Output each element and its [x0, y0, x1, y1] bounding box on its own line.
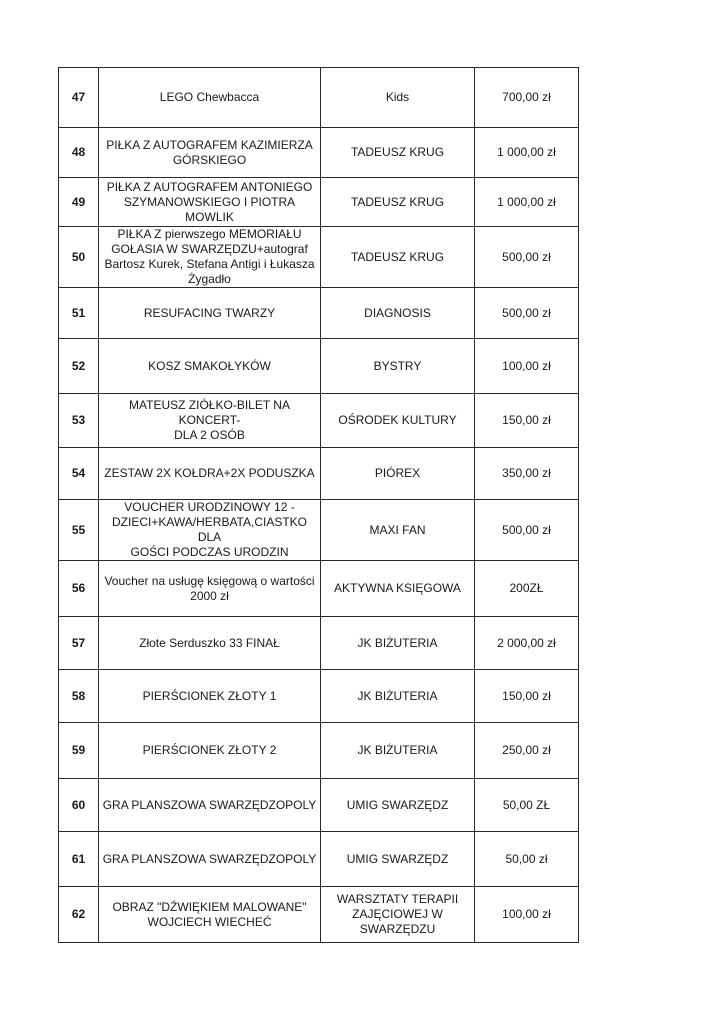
- table-row: [59, 128, 579, 178]
- table-row: [59, 227, 579, 288]
- cell-item: Złote Serduszko 33 FINAŁ: [99, 617, 321, 670]
- cell-value: 200ZŁ: [475, 561, 579, 617]
- cell-num: 48: [59, 128, 99, 178]
- cell-donor: PIÓREX: [321, 448, 475, 500]
- cell-item: LEGO Chewbacca: [99, 68, 321, 128]
- cell-num: 51: [59, 288, 99, 339]
- cell-donor: MAXI FAN: [321, 500, 475, 561]
- cell-num: 56: [59, 561, 99, 617]
- cell-value: 700,00 zł: [475, 68, 579, 128]
- table-row: [59, 617, 579, 670]
- cell-value: 500,00 zł: [475, 288, 579, 339]
- cell-value: 1 000,00 zł: [475, 178, 579, 227]
- cell-value: 50,00 ZŁ: [475, 779, 579, 832]
- cell-num: 60: [59, 779, 99, 832]
- cell-item: PIŁKA Z pierwszego MEMORIAŁU GOŁASIA W SWARZĘDZU+autograf Bartosz Kurek, Stefana Antigi i Łukasza Żygadło: [99, 227, 321, 288]
- cell-item: PIŁKA Z AUTOGRAFEM KAZIMIERZA GÓRSKIEGO: [99, 128, 321, 178]
- cell-donor: UMIG SWARZĘDZ: [321, 779, 475, 832]
- cell-item: VOUCHER URODZINOWY 12 - DZIECI+KAWA/HERBATA,CIASTKO DLA GOŚCI PODCZAS URODZIN: [99, 500, 321, 561]
- cell-donor: JK BIŻUTERIA: [321, 670, 475, 723]
- cell-num: 57: [59, 617, 99, 670]
- table-row: [59, 832, 579, 887]
- table-row: [59, 779, 579, 832]
- cell-item: GRA PLANSZOWA SWARZĘDZOPOLY: [99, 779, 321, 832]
- table-row: [59, 670, 579, 723]
- cell-item: Voucher na usługę księgową o wartości 2000 zł: [99, 561, 321, 617]
- cell-num: 49: [59, 178, 99, 227]
- cell-num: 62: [59, 887, 99, 943]
- cell-value: 250,00 zł: [475, 723, 579, 779]
- cell-value: 500,00 zł: [475, 500, 579, 561]
- cell-value: 100,00 zł: [475, 339, 579, 394]
- cell-num: 54: [59, 448, 99, 500]
- cell-item: RESUFACING TWARZY: [99, 288, 321, 339]
- cell-donor: UMIG SWARZĘDZ: [321, 832, 475, 887]
- cell-num: 55: [59, 500, 99, 561]
- cell-donor: WARSZTATY TERAPII ZAJĘCIOWEJ W SWARZĘDZU: [321, 887, 475, 943]
- cell-donor: AKTYWNA KSIĘGOWA: [321, 561, 475, 617]
- cell-donor: BYSTRY: [321, 339, 475, 394]
- table-row: [59, 887, 579, 943]
- cell-item: ZESTAW 2X KOŁDRA+2X PODUSZKA: [99, 448, 321, 500]
- cell-num: 59: [59, 723, 99, 779]
- cell-value: 150,00 zł: [475, 670, 579, 723]
- cell-value: 1 000,00 zł: [475, 128, 579, 178]
- cell-donor: OŚRODEK KULTURY: [321, 394, 475, 448]
- cell-num: 50: [59, 227, 99, 288]
- cell-num: 52: [59, 339, 99, 394]
- table-row: [59, 561, 579, 617]
- table-row: [59, 500, 579, 561]
- cell-donor: JK BIŻUTERIA: [321, 617, 475, 670]
- cell-num: 47: [59, 68, 99, 128]
- cell-donor: TADEUSZ KRUG: [321, 128, 475, 178]
- cell-item: OBRAZ "DŹWIĘKIEM MALOWANE" WOJCIECH WIECHEĆ: [99, 887, 321, 943]
- cell-item: PIŁKA Z AUTOGRAFEM ANTONIEGO SZYMANOWSKIEGO I PIOTRA MOWLIK: [99, 178, 321, 227]
- cell-value: 100,00 zł: [475, 887, 579, 943]
- cell-item: PIERŚCIONEK ZŁOTY 2: [99, 723, 321, 779]
- cell-value: 350,00 zł: [475, 448, 579, 500]
- cell-item: MATEUSZ ZIÓŁKO-BILET NA KONCERT- DLA 2 OSÓB: [99, 394, 321, 448]
- cell-num: 61: [59, 832, 99, 887]
- table-row: [59, 68, 579, 128]
- cell-item: GRA PLANSZOWA SWARZĘDZOPOLY: [99, 832, 321, 887]
- cell-value: 500,00 zł: [475, 227, 579, 288]
- cell-value: 2 000,00 zł: [475, 617, 579, 670]
- cell-donor: TADEUSZ KRUG: [321, 178, 475, 227]
- table-row: [59, 288, 579, 339]
- cell-num: 53: [59, 394, 99, 448]
- cell-num: 58: [59, 670, 99, 723]
- table-row: [59, 723, 579, 779]
- auction-items-table: [58, 67, 579, 943]
- cell-value: 50,00 zł: [475, 832, 579, 887]
- table-row: [59, 339, 579, 394]
- table-row: [59, 448, 579, 500]
- cell-item: PIERŚCIONEK ZŁOTY 1: [99, 670, 321, 723]
- cell-donor: DIAGNOSIS: [321, 288, 475, 339]
- table-body: [59, 68, 579, 943]
- cell-donor: Kids: [321, 68, 475, 128]
- table-row: [59, 178, 579, 227]
- cell-donor: JK BIŻUTERIA: [321, 723, 475, 779]
- cell-item: KOSZ SMAKOŁYKÓW: [99, 339, 321, 394]
- cell-donor: TADEUSZ KRUG: [321, 227, 475, 288]
- cell-value: 150,00 zł: [475, 394, 579, 448]
- table-row: [59, 394, 579, 448]
